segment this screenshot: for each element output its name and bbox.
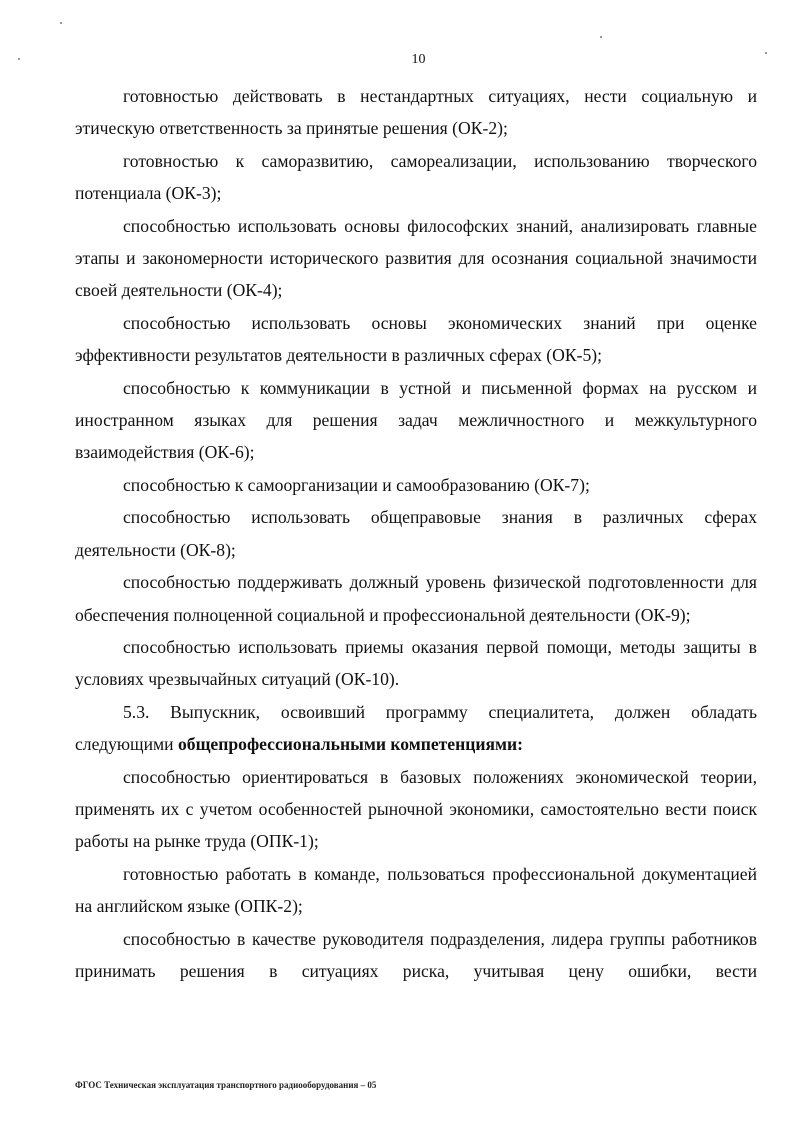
paragraph-ok-10: способностью использовать приемы оказания первой помощи, методы защиты в условиях чрезвычайных ситуаций (ОК-10). bbox=[75, 636, 757, 690]
paragraph-ok-4: способностью использовать основы философских знаний, анализировать главные этапы и закономерности исторического развития для осознания социальной значимости своей деятельности (ОК-4); bbox=[75, 215, 757, 301]
paragraph-opk-2: готовностью работать в команде, пользоваться профессиональной документацией на английском языке (ОПК-2); bbox=[75, 863, 757, 917]
scan-speck bbox=[600, 36, 602, 38]
page-number: 10 bbox=[411, 52, 426, 67]
scan-speck bbox=[18, 58, 20, 60]
paragraph-opk-3: способностью в качестве руководителя подразделения, лидера группы работников принимать решения в ситуациях риска, учитывая цену ошибки, вести bbox=[75, 928, 757, 981]
paragraph-ok-7: способностью к самоорганизации и самообразованию (ОК-7); bbox=[123, 474, 590, 495]
section-5-3-bold: общепрофессиональными компетенциями: bbox=[177, 734, 524, 755]
section-5-3-lead: 5.3. Выпускник, освоивший программу специалитета, должен обладать следующими bbox=[75, 701, 757, 755]
body-text bbox=[75, 80, 757, 987]
paragraph-section-5-3 bbox=[75, 696, 757, 761]
paragraph-ok-3: готовностью к саморазвитию, самореализации, использованию творческого потенциала (ОК-3); bbox=[75, 150, 757, 204]
paragraph-ok-5: способностью использовать основы экономических знаний при оценке эффективности результатов деятельности в различных сферах (ОК-5); bbox=[75, 312, 757, 366]
paragraph-ok-8: способностью использовать общеправовые знания в различных сферах деятельности (ОК-8); bbox=[75, 507, 757, 560]
paragraph-ok-6: способностью к коммуникации в устной и письменной формах на русском и иностранном языках для решения задач межличностного и межкультурного взаимодействия (ОК-6); bbox=[75, 377, 757, 463]
paragraph-ok-9: способностью поддерживать должный уровень физической подготовленности для обеспечения полноценной социальной и профессиональной деятельности (ОК-9); bbox=[75, 572, 757, 625]
scan-speck bbox=[60, 22, 62, 24]
paragraph-ok-2: готовностью действовать в нестандартных ситуациях, нести социальную и этическую ответственность за принятые решения (ОК-2); bbox=[75, 86, 757, 139]
paragraph-opk-1: способностью ориентироваться в базовых положениях экономической теории, применять их с учетом особенностей рыночной экономики, самостоятельно вести поиск работы на рынке труда (ОПК-1); bbox=[75, 766, 757, 852]
page-footer: ФГОС Техническая эксплуатация транспортного радиооборудования – 05 bbox=[75, 1080, 377, 1090]
